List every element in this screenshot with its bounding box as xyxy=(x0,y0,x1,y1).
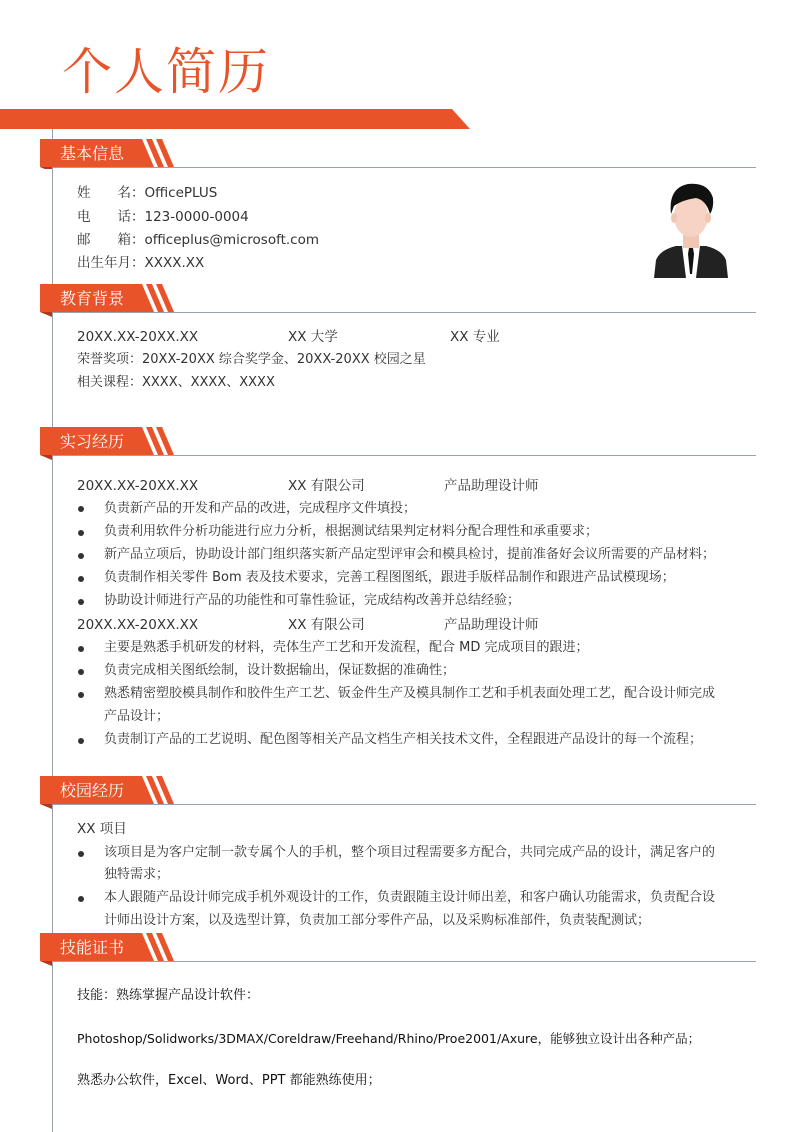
bullet-icon xyxy=(78,530,84,536)
job-company: XX 有限公司 xyxy=(288,617,365,633)
email-value: officeplus@microsoft.com xyxy=(144,232,320,248)
section-rule xyxy=(52,455,756,456)
name-label: 姓 名： xyxy=(77,185,145,201)
section-header-basic xyxy=(40,139,180,169)
list-item: 熟悉精密塑胶模具制作和胶件生产工艺、钣金件生产及模具制作工艺和手机表面处理工艺，配合设计师完成 xyxy=(104,686,716,701)
edu-school: XX 大学 xyxy=(288,329,338,345)
skills-office: 熟悉办公软件，Excel、Word、PPT 都能熟练使用； xyxy=(77,1073,381,1088)
bullet-icon xyxy=(78,506,84,512)
name-row xyxy=(77,183,217,203)
bullet-icon xyxy=(78,646,84,652)
phone-value: 123-0000-0004 xyxy=(144,209,249,225)
edu-honors: 荣誉奖项：20XX-20XX 综合奖学金、20XX-20XX 校园之星 xyxy=(77,352,426,367)
list-item: 本人跟随产品设计师完成手机外观设计的工作，负责跟随主设计师出差，和客户确认功能需求，负责配合设 xyxy=(104,890,716,905)
email-row xyxy=(77,230,319,250)
campus-project: XX 项目 xyxy=(77,821,127,837)
bullet-icon xyxy=(78,692,84,698)
section-title-basic: 基本信息 xyxy=(60,144,125,163)
phone-label: 电 话： xyxy=(77,209,145,225)
list-item-continued: 独特需求； xyxy=(104,867,170,882)
job-company: XX 有限公司 xyxy=(288,478,365,494)
birth-label: 出生年月： xyxy=(77,255,145,271)
bullet-icon xyxy=(78,669,84,675)
section-title-campus: 校园经历 xyxy=(60,781,125,800)
person-avatar-icon xyxy=(652,178,730,280)
list-item: 该项目是为客户定制一款专属个人的手机，整个项目过程需要多方配合，共同完成产品的设计，满足客户的 xyxy=(104,845,716,860)
list-item: 主要是熟悉手机研发的材料，壳体生产工艺和开发流程，配合 MD 完成项目的跟进； xyxy=(104,640,589,655)
section-header-skills xyxy=(40,933,180,963)
timeline-line xyxy=(52,129,53,1132)
name-value: OfficePLUS xyxy=(144,185,218,201)
section-title-internship: 实习经历 xyxy=(60,432,125,451)
section-rule xyxy=(52,961,756,962)
bullet-icon xyxy=(78,599,84,605)
bullet-icon xyxy=(78,738,84,744)
job-position: 产品助理设计师 xyxy=(444,478,539,494)
list-item: 负责完成相关图纸绘制，设计数据输出，保证数据的准确性； xyxy=(104,663,456,678)
edu-major: XX 专业 xyxy=(450,329,500,345)
list-item: 负责利用软件分析功能进行应力分析，根据测试结果判定材料分配合理性和承重要求； xyxy=(104,524,599,539)
section-header-campus xyxy=(40,776,180,806)
bullet-icon xyxy=(78,553,84,559)
list-item-continued: 计师出设计方案，以及选型计算，负责加工部分零件产品，以及采购标准部件，负责装配测试； xyxy=(104,913,651,928)
skills-software: Photoshop/Solidworks/3DMAX/Coreldraw/Freehand/Rhino/Proe2001/Axure，能够独立设计出各种产品； xyxy=(77,1031,701,1046)
birth-row xyxy=(77,253,204,273)
list-item: 负责制订产品的工艺说明、配色图等相关产品文档生产相关技术文件，全程跟进产品设计的每一个流程； xyxy=(104,732,703,747)
job-position: 产品助理设计师 xyxy=(444,617,539,633)
job-period: 20XX.XX-20XX.XX xyxy=(77,478,199,494)
section-header-education xyxy=(40,284,180,314)
skills-heading: 技能：熟练掌握产品设计软件： xyxy=(77,988,260,1003)
edu-courses: 相关课程：XXXX、XXXX、XXXX xyxy=(77,375,275,390)
list-item: 负责新产品的开发和产品的改进，完成程序文件填投； xyxy=(104,501,417,516)
section-title-skills: 技能证书 xyxy=(60,938,125,957)
list-item: 新产品立项后，协助设计部门组织落实新产品定型评审会和模具检讨，提前准备好会议所需要的产品材料； xyxy=(104,547,716,562)
list-item: 协助设计师进行产品的功能性和可靠性验证，完成结构改善并总结经验； xyxy=(104,593,521,608)
section-header-internship xyxy=(40,427,180,457)
email-label: 邮 箱： xyxy=(77,232,145,248)
bullet-icon xyxy=(78,896,84,902)
birth-value: XXXX.XX xyxy=(144,255,205,271)
bullet-icon xyxy=(78,576,84,582)
section-rule xyxy=(52,312,756,313)
section-rule xyxy=(52,167,756,168)
phone-row xyxy=(77,207,249,227)
bullet-icon xyxy=(78,851,84,857)
edu-period: 20XX.XX-20XX.XX xyxy=(77,329,199,345)
section-title-education: 教育背景 xyxy=(60,289,125,308)
header-band xyxy=(0,109,470,129)
job-period: 20XX.XX-20XX.XX xyxy=(77,617,199,633)
list-item: 负责制作相关零件 Bom 表及技术要求，完善工程图图纸，跟进手版样品制作和跟进产品试模现场； xyxy=(104,570,675,585)
list-item-continued: 产品设计； xyxy=(104,709,170,724)
page-title: 个人简历 xyxy=(62,43,270,101)
section-rule xyxy=(52,804,756,805)
